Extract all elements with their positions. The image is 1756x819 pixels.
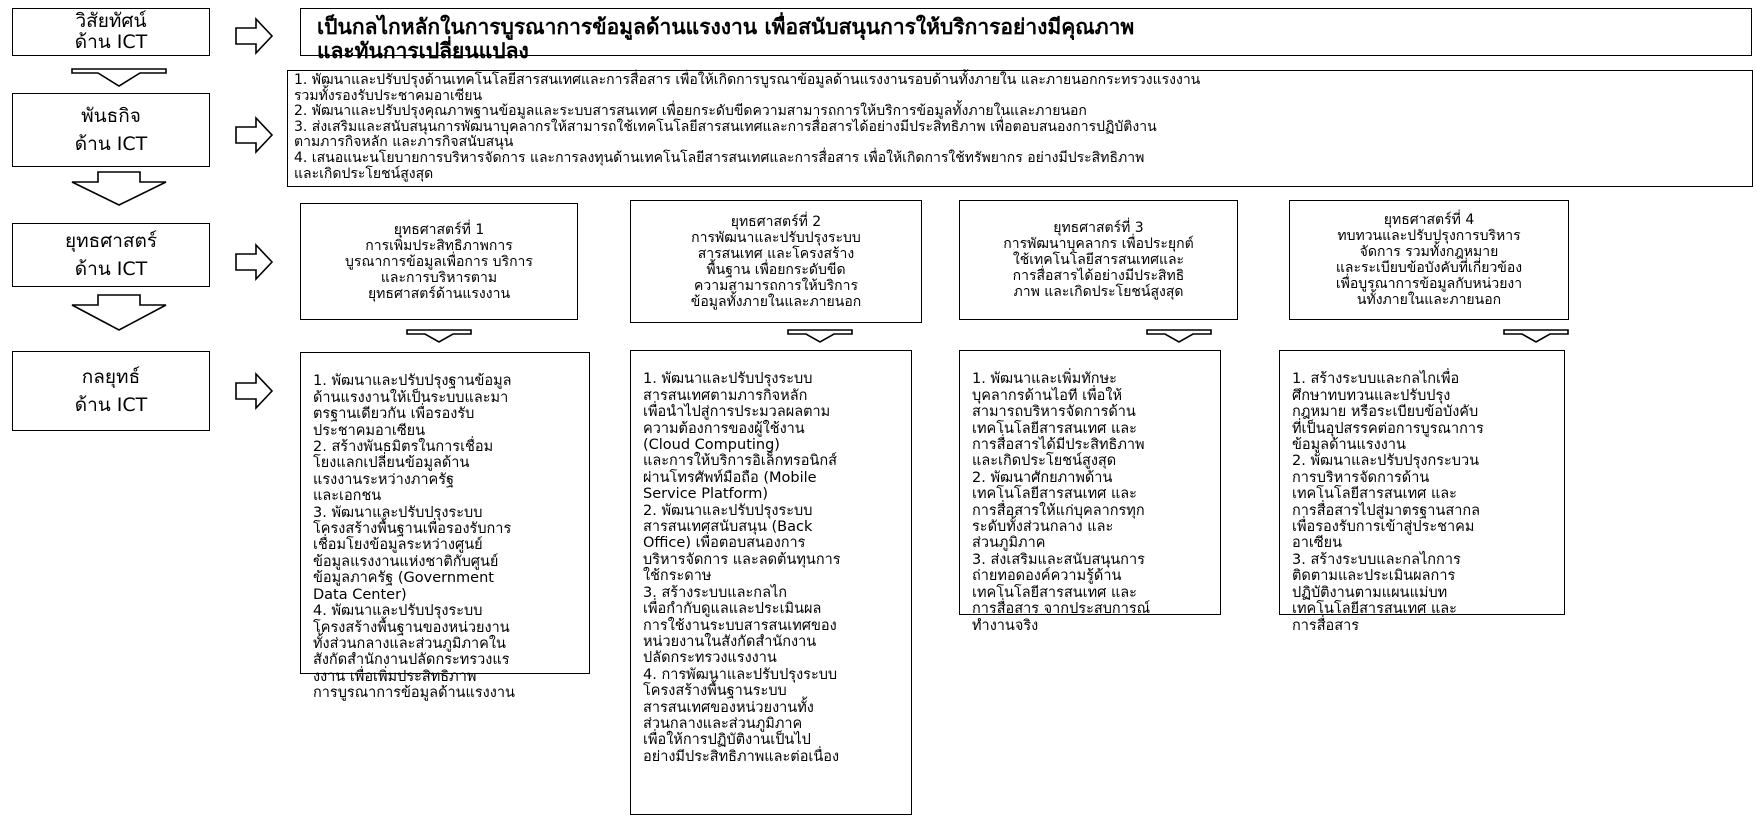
strategy-box-1 [300,203,578,320]
strategy-level-label: ยุทธศาสตร์ ด้าน ICT [64,230,158,280]
tactic-2-text: 1. พัฒนาและปรับปรุงระบบ สารสนเทศตามภารกิจหลัก เพื่อนำไปสู่การประมวลผลตาม ความต้องการของผู้ใช้งาน (Cloud Computing) และการให้บริการอิเล็กทรอนิกส์ ผ่านโทรศัพท์มือถือ (Mobile Service Platform) 2. พัฒนาและปรับปรุงระบบ สารสนเทศสนับสนุน (Back Office) เพื่อตอบสนองการ บริหารจัดการ และลดต้นทุนการ ใช้กระดาษ 3. สร้างระบบและกลไก เพื่อกำกับดูแลและประเมินผล การใช้งานระบบสารสนเทศของ หน่วยงานในสังกัดสำนักงาน ปลัดกระทรวงแรงงาน 4. การพัฒนาและปรับปรุงระบบ โครงสร้างพื้นฐานระบบ สารสนเทศของหน่วยงานทั้ง ส่วนกลางและส่วนภูมิภาค เพื่อให้การปฏิบัติงานเป็นไป อย่างมีประสิทธิภาพและต่อเนื่อง [643,371,841,765]
vision-statement: เป็นกลไกหลักในการบูรณาการข้อมูลด้านแรงงาน เพื่อสนับสนุนการให้บริการอย่างมีคุณภาพ และทันการเปลี่ยนแปลง [317,15,1135,63]
arrow-down-3 [72,295,166,330]
strategy-4-text: ยุทธศาสตร์ที่ 4 ทบทวนและปรับปรุงการบริหาร จัดการ รวมทั้งกฎหมาย และระเบียบข้อบังคับที่เกี่ยวข้อง เพื่อบูรณาการข้อมูลกับหน่วยงา นทั้งภายในและภายนอก [1335,212,1523,308]
strategy-box-2 [630,200,922,323]
strategy-box-4 [1289,200,1569,320]
arrow-down-strategy-3 [1147,330,1211,342]
tactic-box-4 [1279,350,1565,634]
tactic-1-text: 1. พัฒนาและปรับปรุงฐานข้อมูล ด้านแรงงานให้เป็นระบบและมา ตรฐานเดียวกัน เพื่อรองรับ ประชาคมอาเซียน 2. สร้างพันธมิตรในการเชื่อม โยงแลกเปลี่ยนข้อมูลด้าน แรงงานระหว่างภาครัฐ และเอกชน 3. พัฒนาและปรับปรุงระบบ โครงสร้างพื้นฐานเพื่อรองรับการ เชื่อมโยงข้อมูลระหว่างศูนย์ ข้อมูลแรงงานแห่งชาติกับศูนย์ ข้อมูลภาครัฐ (Government Data Center) 4. พัฒนาและปรับปรุงระบบ โครงสร้างพื้นฐานของหน่วยงาน ทั้งส่วนกลางและส่วนภูมิภาคใน สังกัดสำนักงานปลัดกระทรวงแร งงาน เพื่อเพิ่มประสิทธิภาพ การบูรณาการข้อมูลด้านแรงงาน [313,373,515,702]
arrow-right-strategy [236,245,272,279]
arrow-right-vision [236,19,272,53]
arrow-down-2 [72,172,166,205]
strategy-2-text: ยุทธศาสตร์ที่ 2 การพัฒนาและปรับปรุงระบบ สารสนเทศ และโครงสร้าง พื้นฐาน เพื่อยกระดับขีด ความสามารถการให้บริการ ข้อมูลทั้งภายในและภายนอก [690,213,862,310]
vision-level-label: วิสัยทัศน์ ด้าน ICT [74,10,148,53]
strategy-3-text: ยุทธศาสตร์ที่ 3 การพัฒนาบุคลากร เพื่อประยุกต์ ใช้เทคโนโลยีสารสนเทศและ การสื่อสารได้อย่างมีประสิทธิ ภาพ และเกิดประโยชน์สูงสุด [1003,220,1194,300]
strategy-box-3 [959,200,1238,320]
arrow-down-1 [72,69,166,86]
tactic-3-text: 1. พัฒนาและเพิ่มทักษะ บุคลากรด้านไอที เพื่อให้ สามารถบริหารจัดการด้าน เทคโนโลยีสารสนเทศ และ การสื่อสารได้มีประสิทธิภาพ และเกิดประโยชน์สูงสุด 2. พัฒนาศักยภาพด้าน เทคโนโลยีสารสนเทศ และ การสื่อสารให้แก่บุคลากรทุก ระดับทั้งส่วนกลาง และ ส่วนภูมิภาค 3. ส่งเสริมและสนับสนุนการ ถ่ายทอดองค์ความรู้ด้าน เทคโนโลยีสารสนเทศ และ การสื่อสาร จากประสบการณ์ ทำงานจริง [972,371,1151,634]
arrow-down-strategy-4 [1504,330,1568,342]
arrow-down-strategy-1 [407,330,471,342]
tactic-box-3 [959,350,1221,634]
tactic-box-1 [300,352,590,702]
tactic-level-label: กลยุทธ์ ด้าน ICT [74,366,148,416]
mission-level-box [12,93,210,167]
arrow-down-strategy-2 [788,330,852,342]
mission-level-label: พันธกิจ ด้าน ICT [74,105,148,155]
strategy-level-box [12,223,210,287]
vision-content-box [300,8,1752,63]
arrow-right-tactic [236,374,272,408]
tactic-4-text: 1. สร้างระบบและกลไกเพื่อ ศึกษาทบทวนและปรับปรุง กฎหมาย หรือระเบียบข้อบังคับ ที่เป็นอุปสรรคต่อการบูรณาการ ข้อมูลด้านแรงงาน 2. พัฒนาและปรับปรุงกระบวน การบริหารจัดการด้าน เทคโนโลยีสารสนเทศ และ การสื่อสารไปสู่มาตรฐานสากล เพื่อรองรับการเข้าสู่ประชาคม อาเซียน 3. สร้างระบบและกลไกการ ติดตามและประเมินผลการ ปฏิบัติงานตามแผนแม่บท เทคโนโลยีสารสนเทศ และ การสื่อสาร [1292,371,1484,634]
mission-content-box [287,70,1753,187]
vision-level-box [12,8,210,56]
tactic-level-box [12,351,210,431]
arrow-right-mission [236,118,272,152]
tactic-box-2 [630,350,912,815]
mission-statements: 1. พัฒนาและปรับปรุงด้านเทคโนโลยีสารสนเทศและการสื่อสาร เพื่อให้เกิดการบูรณาข้อมูลด้านแรงงานรอบด้านทั้งภายใน และภายนอกกระทรวงแรงงาน รวมทั้งรองรับประชาคมอาเซียน 2. พัฒนาและปรับปรุงคุณภาพฐานข้อมูลและระบบสารสนเทศ เพื่อยกระดับขีดความสามารถการให้บริการข้อมูลทั้งภายในและภายนอก 3. ส่งเสริมและสนับสนุนการพัฒนาบุคลากรให้สามารถใช้เทคโนโลยีสารสนเทศและการสื่อสารได้อย่างมีประสิทธิภาพ เพื่อตอบสนองการปฏิบัติงาน ตามภารกิจหลัก และภารกิจสนับสนุน 4. เสนอแนะนโยบายการบริหารจัดการ และการลงทุนด้านเทคโนโลยีสารสนเทศและการสื่อสาร เพื่อให้เกิดการใช้ทรัพยากร อย่างมีประสิทธิภาพ และเกิดประโยชน์สูงสุด [294,72,1201,182]
strategy-1-text: ยุทธศาสตร์ที่ 1 การเพิ่มประสิทธิภาพการ บูรณาการข้อมูลเพื่อการ บริการ และการบริหารตาม ยุทธศาสตร์ด้านแรงงาน [345,221,533,302]
